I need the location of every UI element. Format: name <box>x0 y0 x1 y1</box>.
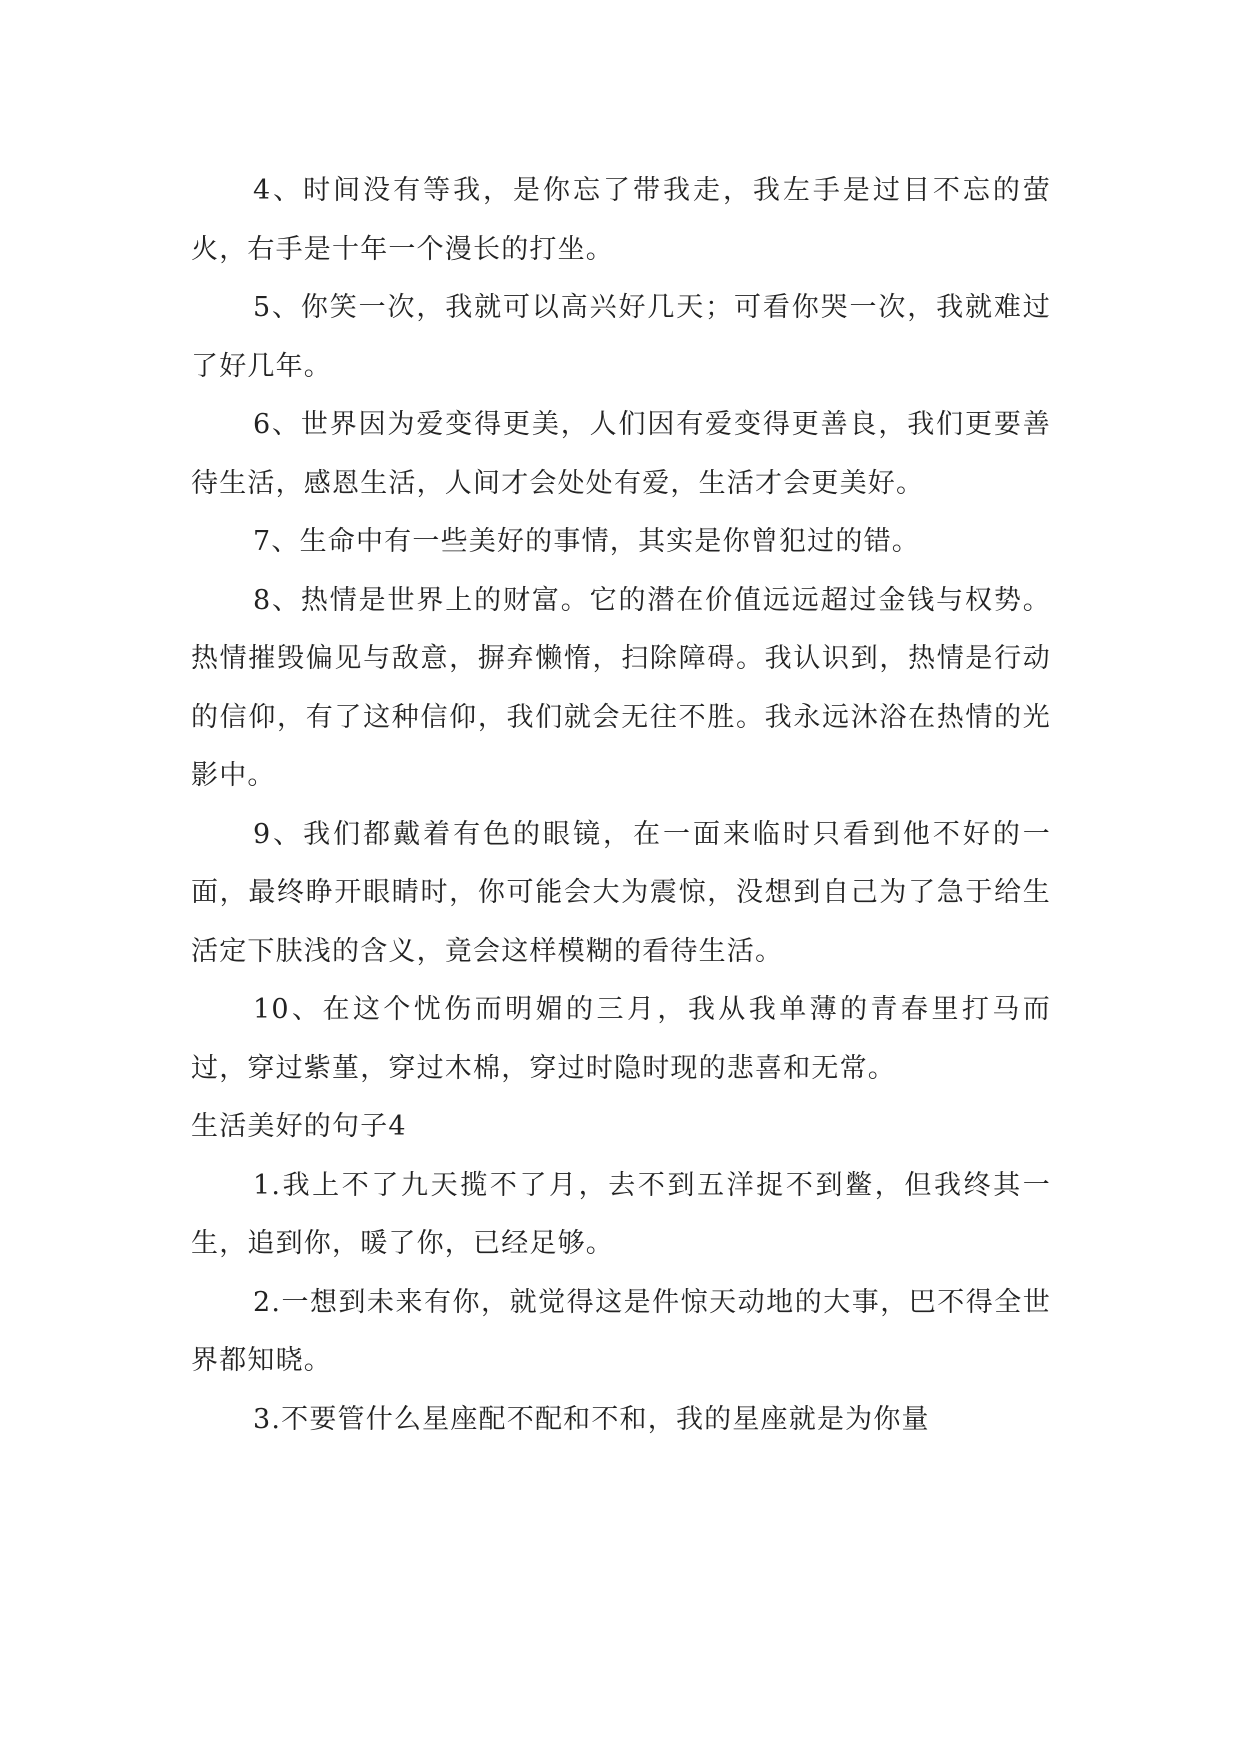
paragraph-10: 10、在这个忧伤而明媚的三月，我从我单薄的青春里打马而过，穿过紫堇，穿过木棉，穿过时隐时现的悲喜和无常。 <box>191 994 1051 1084</box>
paragraph-5: 5、你笑一次，我就可以高兴好几天；可看你哭一次，我就难过了好几年。 <box>191 292 1051 382</box>
document-body <box>191 162 1051 1449</box>
paragraph-s4-3: 3.不要管什么星座配不配和不和，我的星座就是为你量 <box>253 1403 930 1435</box>
paragraph-s4-2: 2.一想到未来有你，就觉得这是件惊天动地的大事，巴不得全世界都知晓。 <box>191 1286 1051 1376</box>
paragraph-8: 8、热情是世界上的财富。它的潜在价值远远超过金钱与权势。热情摧毁偏见与敌意，摒弃懒惰，扫除障碍。我认识到，热情是行动的信仰，有了这种信仰，我们就会无往不胜。我永远沐浴在热情的光影中。 <box>191 584 1051 791</box>
paragraph-9: 9、我们都戴着有色的眼镜，在一面来临时只看到他不好的一面，最终睁开眼睛时，你可能会大为震惊，没想到自己为了急于给生活定下肤浅的含义，竟会这样模糊的看待生活。 <box>191 818 1051 967</box>
paragraph-s4-1: 1.我上不了九天揽不了月，去不到五洋捉不到鳖，但我终其一生，追到你，暖了你，已经足够。 <box>191 1169 1051 1259</box>
paragraph-6: 6、世界因为爱变得更美，人们因有爱变得更善良，我们更要善待生活，感恩生活，人间才会处处有爱，生活才会更美好。 <box>191 409 1051 499</box>
section-heading: 生活美好的句子4 <box>191 1111 407 1142</box>
paragraph-7: 7、生命中有一些美好的事情，其实是你曾犯过的错。 <box>253 526 920 557</box>
paragraph-4: 4、时间没有等我，是你忘了带我走，我左手是过目不忘的萤火，右手是十年一个漫长的打坐。 <box>191 175 1051 265</box>
